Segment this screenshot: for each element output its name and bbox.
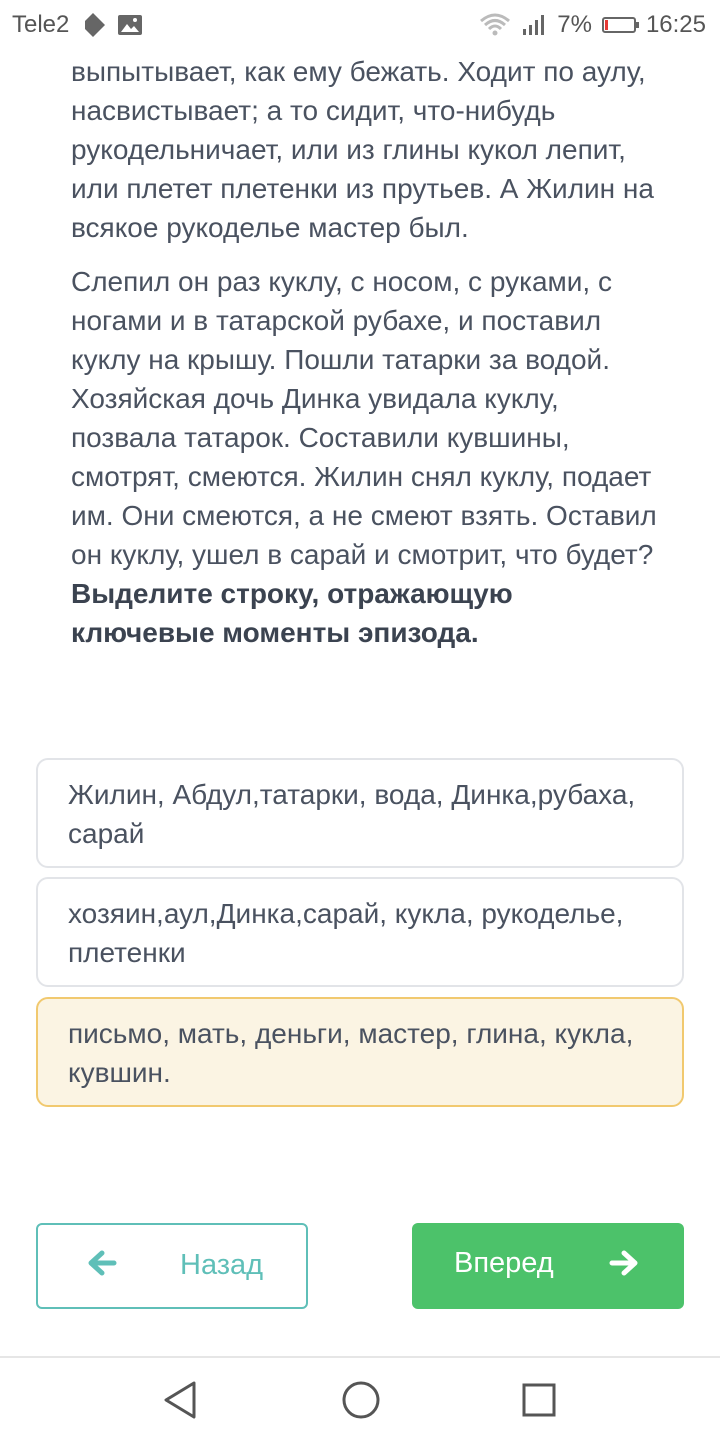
- answer-option-1-text: Жилин, Абдул,татарки, вода, Динка,рубаха, сарай: [68, 779, 636, 849]
- signal-icon: [521, 13, 547, 37]
- wifi-icon: [479, 12, 511, 38]
- status-bar: [0, 0, 720, 50]
- status-right: [479, 11, 720, 39]
- home-circle-icon[interactable]: [341, 1380, 381, 1425]
- battery-level-fill: [605, 20, 608, 30]
- answer-option-2-text: хозяин,аул,Динка,сарай, кукла, рукоделье, плетенки: [68, 898, 624, 968]
- arrow-left-icon: [86, 1247, 118, 1287]
- image-icon: [117, 13, 143, 37]
- arrow-right-icon: [608, 1247, 640, 1287]
- next-button[interactable]: [412, 1223, 684, 1309]
- answer-option-1[interactable]: [36, 758, 684, 868]
- carrier-label: Tele2: [12, 11, 70, 38]
- battery-percent: 7%: [557, 11, 592, 38]
- system-navigation-bar: [0, 1356, 720, 1442]
- sim-icon: [79, 11, 107, 39]
- answer-option-2[interactable]: [36, 877, 684, 987]
- answer-option-3-selected[interactable]: [36, 997, 684, 1107]
- answer-option-3-text: письмо, мать, деньги, мастер, глина, кукла, кувшин.: [68, 1018, 634, 1088]
- question-text: Выделите строку, отражающую ключевые моменты эпизода.: [71, 578, 513, 648]
- recents-square-icon[interactable]: [521, 1382, 557, 1423]
- paragraph-1: выпытывает, как ему бежать. Ходит по аулу, насвистывает; а то сидит, что-нибудь рукодельничает, или из глины кукол лепит, или плетет плетенки из прутьев. А Жилин на всякое рукоделье мастер был.: [71, 56, 654, 243]
- clock: 16:25: [645, 11, 706, 38]
- reading-passage: [71, 52, 661, 652]
- status-left: [0, 11, 143, 39]
- battery-icon: [602, 17, 636, 33]
- back-button-label: Назад: [180, 1249, 264, 1281]
- back-button[interactable]: [36, 1223, 308, 1309]
- paragraph-2: Слепил он раз куклу, с носом, с руками, с ногами и в татарской рубахе, и поставил куклу на крышу. Пошли татарки за водой. Хозяйская дочь Динка увидала куклу, позвала татарок. Составили кувшины, смотрят, смеются. Жилин снял куклу, подает им. Они смеются, а не смеют взять. Оставил он куклу, ушел в сарай и смотрит, что будет?: [71, 266, 657, 570]
- next-button-label: Вперед: [454, 1247, 554, 1279]
- back-triangle-icon[interactable]: [162, 1380, 198, 1425]
